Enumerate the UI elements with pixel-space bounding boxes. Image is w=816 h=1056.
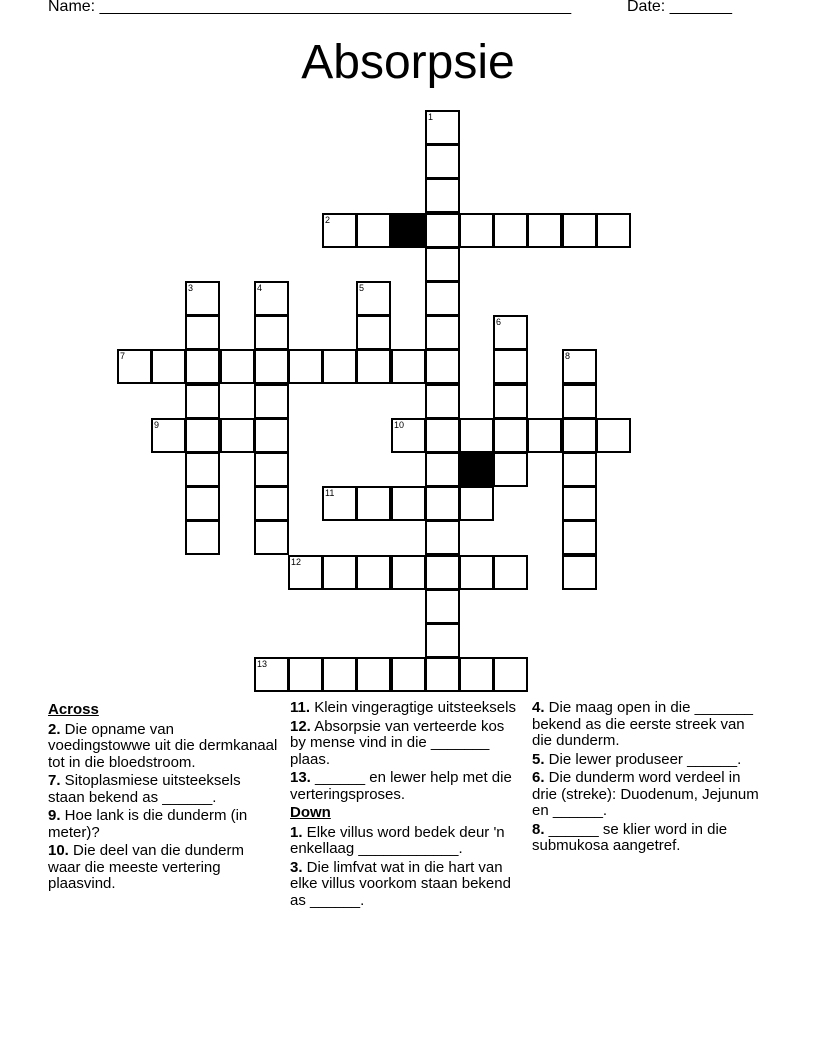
grid-cell[interactable]	[254, 281, 289, 316]
grid-cell[interactable]	[288, 555, 323, 590]
clue-text: Absorpsie van verteerde kos by mense vind in die _______ plaas.	[290, 717, 505, 768]
down-clue-8	[532, 822, 764, 855]
clue-text: ______ se klier word in die submukosa aangetref.	[532, 820, 728, 854]
clue-number-label: 9	[154, 420, 160, 430]
grid-cell[interactable]	[288, 349, 323, 384]
grid-cell[interactable]	[151, 418, 186, 453]
grid-cell[interactable]	[356, 486, 391, 521]
grid-cell[interactable]	[425, 418, 460, 453]
clue-text: Klein vingeragtige uitsteeksels	[310, 699, 516, 716]
grid-cell[interactable]	[425, 657, 460, 692]
grid-cell[interactable]	[425, 589, 460, 624]
clue-text: Die dunderm word verdeel in drie (streke): Duodenum, Jejunum en ______.	[532, 769, 759, 819]
grid-cell[interactable]	[185, 452, 220, 487]
clue-column-3	[532, 700, 764, 857]
grid-cell[interactable]	[254, 349, 289, 384]
clue-text: Die maag open in die _______ bekend as die eerste streek van die dunderm.	[532, 699, 754, 749]
grid-cell[interactable]	[185, 418, 220, 453]
across-clue-11	[290, 700, 522, 717]
grid-cell[interactable]	[493, 384, 528, 419]
grid-cell[interactable]	[493, 315, 528, 350]
grid-cell[interactable]	[459, 213, 494, 248]
down-clue-4	[532, 700, 764, 750]
grid-cell[interactable]	[391, 657, 426, 692]
grid-cell[interactable]	[288, 657, 323, 692]
clue-text: Die opname van voedingstowwe uit die dermkanaal tot in die bloedstroom.	[48, 720, 278, 771]
grid-cell[interactable]	[527, 213, 562, 248]
grid-cell[interactable]	[425, 315, 460, 350]
down-clue-1	[290, 825, 522, 858]
grid-cell[interactable]	[185, 520, 220, 555]
grid-cell[interactable]	[391, 349, 426, 384]
across-heading: Across	[48, 701, 99, 718]
grid-cell[interactable]	[562, 213, 597, 248]
grid-cell[interactable]	[391, 418, 426, 453]
clue-number: 7.	[48, 772, 61, 789]
grid-cell[interactable]	[425, 384, 460, 419]
grid-cell[interactable]	[459, 555, 494, 590]
across-clue-7	[48, 773, 280, 806]
clue-number-label: 2	[325, 215, 331, 225]
grid-cell[interactable]	[254, 418, 289, 453]
across-clue-2	[48, 722, 280, 772]
grid-cell[interactable]	[185, 384, 220, 419]
page-title: Absorpsie	[301, 36, 515, 89]
grid-cell[interactable]	[391, 555, 426, 590]
grid-cell[interactable]	[459, 418, 494, 453]
clue-number: 4.	[532, 699, 545, 716]
clue-number: 3.	[290, 858, 303, 876]
grid-cell[interactable]	[322, 555, 357, 590]
grid-cell[interactable]	[356, 315, 391, 350]
clue-text: Die deel van die dunderm waar die meeste vertering plaasvind.	[48, 842, 244, 892]
clue-text: Die lewer produseer ______.	[544, 750, 742, 768]
grid-cell[interactable]	[493, 213, 528, 248]
clue-number-label: 8	[565, 351, 571, 361]
clue-number: 5.	[532, 750, 545, 768]
grid-cell[interactable]	[493, 452, 528, 487]
grid-cell[interactable]	[117, 349, 152, 384]
across-clue-9	[48, 808, 280, 841]
clue-text: ______ en lewer help met die verteringsproses.	[290, 769, 512, 803]
grid-cell[interactable]	[425, 520, 460, 555]
grid-cell[interactable]	[254, 520, 289, 555]
clue-number: 2.	[48, 720, 61, 738]
grid-cell[interactable]	[356, 349, 391, 384]
clue-number: 1.	[290, 823, 303, 841]
grid-cell[interactable]	[493, 555, 528, 590]
grid-cell[interactable]	[254, 384, 289, 419]
grid-cell[interactable]	[562, 520, 597, 555]
grid-cell[interactable]	[185, 486, 220, 521]
grid-cell[interactable]	[185, 315, 220, 350]
grid-cell[interactable]	[425, 623, 460, 658]
grid-cell[interactable]	[493, 349, 528, 384]
black-cell	[459, 452, 494, 487]
clue-number: 10.	[48, 842, 69, 859]
clue-number-label: 5	[359, 283, 365, 293]
across-clue-13	[290, 770, 522, 803]
grid-cell[interactable]	[322, 349, 357, 384]
name-field[interactable]: Name: _____________________________________________________	[48, 0, 572, 15]
grid-cell[interactable]	[527, 418, 562, 453]
grid-cell[interactable]	[493, 657, 528, 692]
grid-cell[interactable]	[356, 281, 391, 316]
grid-cell[interactable]	[596, 213, 631, 248]
grid-cell[interactable]	[459, 657, 494, 692]
across-clue-10	[48, 843, 280, 893]
grid-cell[interactable]	[425, 349, 460, 384]
clue-number-label: 12	[291, 557, 302, 567]
grid-cell[interactable]	[322, 486, 357, 521]
clue-text: Die limfvat wat in die hart van elke villus voorkom staan bekend as ______.	[290, 858, 511, 909]
grid-cell[interactable]	[185, 281, 220, 316]
grid-cell[interactable]	[254, 657, 289, 692]
grid-cell[interactable]	[425, 247, 460, 282]
grid-cell[interactable]	[562, 452, 597, 487]
black-cell	[391, 213, 426, 248]
grid-cell[interactable]	[254, 486, 289, 521]
clue-number: 8.	[532, 820, 545, 838]
grid-cell[interactable]	[562, 486, 597, 521]
grid-cell[interactable]	[459, 486, 494, 521]
grid-cell[interactable]	[596, 418, 631, 453]
grid-cell[interactable]	[425, 452, 460, 487]
grid-cell[interactable]	[425, 281, 460, 316]
down-clue-5	[532, 752, 764, 769]
clue-number: 6.	[532, 769, 545, 786]
clue-number-label: 1	[428, 112, 434, 122]
grid-cell[interactable]	[425, 213, 460, 248]
clue-text: Elke villus word bedek deur 'n enkellaag ____________.	[290, 823, 505, 857]
clue-number-label: 6	[496, 317, 502, 327]
across-clue-12	[290, 719, 522, 769]
grid-cell[interactable]	[254, 315, 289, 350]
down-heading: Down	[290, 804, 331, 821]
clue-number-label: 4	[257, 283, 263, 293]
grid-cell[interactable]	[425, 144, 460, 179]
clue-number-label: 11	[325, 488, 335, 498]
grid-cell[interactable]	[391, 486, 426, 521]
date-field[interactable]: Date: _______	[627, 0, 732, 15]
clue-column-1	[48, 700, 280, 895]
grid-cell[interactable]	[425, 486, 460, 521]
clue-text: Hoe lank is die dunderm (in meter)?	[48, 807, 248, 841]
grid-cell[interactable]	[356, 213, 391, 248]
grid-cell[interactable]	[220, 349, 255, 384]
grid-cell[interactable]	[151, 349, 186, 384]
grid-cell[interactable]	[425, 178, 460, 213]
grid-cell[interactable]	[356, 555, 391, 590]
clue-column-2	[290, 700, 522, 911]
grid-cell[interactable]	[425, 555, 460, 590]
grid-cell[interactable]	[185, 349, 220, 384]
clue-number-label: 10	[394, 420, 405, 430]
clue-number-label: 3	[188, 283, 194, 293]
clue-number: 12.	[290, 717, 311, 735]
grid-cell[interactable]	[322, 213, 357, 248]
grid-cell[interactable]	[254, 452, 289, 487]
grid-cell[interactable]	[562, 555, 597, 590]
grid-cell[interactable]	[493, 418, 528, 453]
clue-text: Sitoplasmiese uitsteeksels staan bekend as ______.	[48, 772, 241, 806]
grid-cell[interactable]	[356, 657, 391, 692]
grid-cell[interactable]	[220, 418, 255, 453]
grid-cell[interactable]	[562, 349, 597, 384]
down-clue-3	[290, 860, 522, 910]
grid-cell[interactable]	[425, 110, 460, 145]
grid-cell[interactable]	[322, 657, 357, 692]
clue-number: 11.	[290, 699, 311, 716]
clue-number-label: 7	[120, 351, 126, 361]
clue-number: 13.	[290, 769, 311, 786]
down-clue-6	[532, 770, 764, 820]
grid-cell[interactable]	[562, 384, 597, 419]
clue-number: 9.	[48, 807, 61, 824]
clue-number-label: 13	[257, 659, 268, 669]
grid-cell[interactable]	[562, 418, 597, 453]
